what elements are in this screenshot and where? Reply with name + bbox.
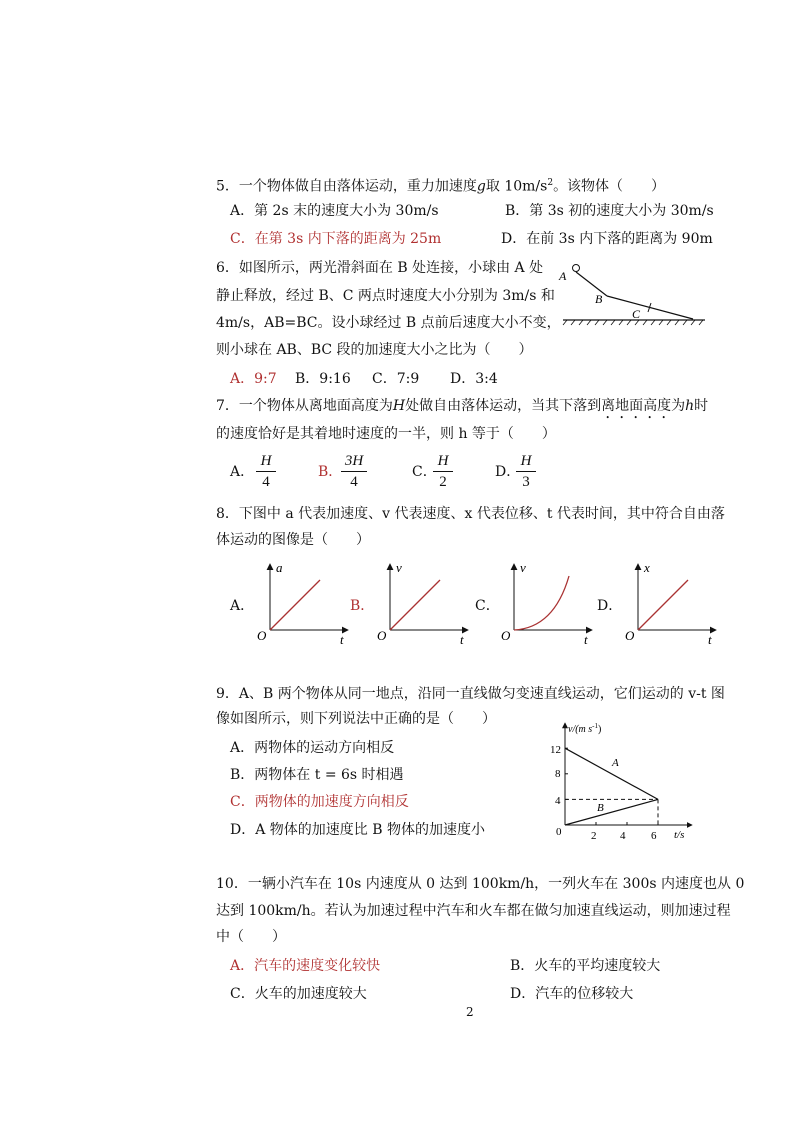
y-axis-label: v — [396, 560, 402, 575]
q7-line-2: 的速度恰好是其着地时速度的一半，则 h 等于（ ） — [216, 426, 556, 442]
q7-option-b-fraction: 3H 4 — [341, 452, 367, 491]
q10-option-b: B．火车的平均速度较大 — [510, 958, 661, 974]
q10-option-c: C．火车的加速度较大 — [230, 986, 367, 1002]
origin-label: O — [377, 628, 387, 643]
incline-ab — [576, 272, 607, 296]
q8-graph-c — [499, 560, 599, 645]
x-axis-label: t — [460, 632, 464, 647]
line-a-label: A — [612, 757, 619, 769]
graph-line — [390, 580, 440, 630]
q10-line-1: 10．一辆小汽车在 10s 内速度从 0 达到 100km/h，一列火车在 300s 内速度也从 0 — [216, 876, 745, 892]
q6-option-b: B．9:16 — [295, 371, 351, 387]
x-axis-label: t/s — [674, 829, 685, 841]
q7-option-c-label: C． — [412, 464, 437, 480]
q9-option-d: D．A 物体的加速度比 B 物体的加速度小 — [230, 822, 485, 838]
q8-graph-b — [375, 560, 475, 645]
q7-option-a-label: A． — [230, 464, 255, 480]
q5-option-d: D．在前 3s 内下落的距离为 90m — [501, 231, 713, 247]
q9-option-c-answer: C．两物体的加速度方向相反 — [230, 794, 409, 810]
q9-line-2: 像如图所示，则下列说法中正确的是（ ） — [216, 711, 496, 727]
x-axis-label: t — [584, 632, 588, 647]
q10-line-3: 中（ ） — [216, 929, 286, 945]
q8-graph-a — [255, 560, 355, 645]
q8-option-d-label: D． — [597, 598, 623, 614]
graph-line — [638, 580, 688, 630]
q9-option-b: B．两物体在 t = 6s 时相遇 — [230, 767, 404, 783]
q8-option-c-label: C． — [475, 598, 500, 614]
q6-option-c: C．7:9 — [372, 371, 420, 387]
q6-line-4: 则小球在 AB、BC 段的加速度大小之比为（ ） — [216, 342, 533, 358]
x-axis-label: t — [708, 632, 712, 647]
q8-graph-d — [623, 560, 723, 645]
x-tick-label-2: 2 — [591, 830, 597, 842]
origin-label: O — [501, 628, 511, 643]
y-axis-label: v/(m $s^{-1}$) — [568, 722, 602, 735]
q6-line-1: 6．如图所示，两光滑斜面在 B 处连接，小球由 A 处 — [216, 260, 544, 276]
q6-line-2: 静止释放，经过 B、C 两点时速度大小分别为 3m/s 和 — [216, 288, 555, 304]
q7-option-c-fraction: H 2 — [433, 452, 453, 491]
label-b: B — [595, 292, 603, 306]
origin-label: O — [625, 628, 635, 643]
q8-line-2: 体运动的图像是（ ） — [216, 532, 370, 548]
label-a: A — [559, 269, 567, 283]
q9-vt-chart — [540, 718, 700, 848]
page-number: 2 — [466, 1005, 474, 1019]
line-b-label: B — [597, 802, 604, 814]
y-axis-label: v — [520, 560, 526, 575]
x-tick-label-4: 4 — [620, 830, 626, 842]
origin-label: O — [257, 628, 267, 643]
q7-option-b-label-answer: B． — [318, 464, 343, 480]
q7-line-1: 7．一个物体从离地面高度为H处做自由落体运动，当其下落到离地面高度为h时 — [216, 398, 709, 414]
q5-stem: 5．一个物体做自由落体运动，重力加速度g取 $10m/s^2$。该物体（ ） — [216, 178, 666, 195]
y-tick-label-4: 4 — [555, 795, 561, 807]
y-axis-label: x — [644, 560, 650, 575]
q5-option-a: A．第 2s 末的速度大小为 30m/s — [230, 203, 439, 219]
q7-option-d-fraction: H 3 — [516, 452, 536, 491]
q7-option-d-label: D． — [495, 464, 521, 480]
y-tick-label-12: 12 — [550, 744, 561, 756]
q10-option-d: D．汽车的位移较大 — [510, 986, 634, 1002]
q9-line-1: 9．A、B 两个物体从同一地点，沿同一直线做匀变速直线运动，它们运动的 v-t 图 — [216, 686, 725, 702]
q8-line-1: 8．下图中 a 代表加速度、v 代表速度、x 代表位移、t 代表时间，其中符合自由落 — [216, 506, 725, 522]
graph-line — [270, 580, 320, 630]
q9-option-a: A．两物体的运动方向相反 — [230, 740, 395, 756]
series-line-b — [565, 799, 658, 825]
x-axis-label: t — [340, 632, 344, 647]
y-tick-label-8: 8 — [555, 768, 561, 780]
q5-option-c-answer: C．在第 3s 内下落的距离为 25m — [230, 231, 442, 247]
y-axis-label: a — [276, 560, 283, 575]
q10-line-2: 达到 100km/h。若认为加速过程中汽车和火车都在做匀加速直线运动，则加速过程 — [216, 903, 731, 919]
q8-option-a-label: A． — [230, 598, 255, 614]
graph-curve — [514, 576, 569, 630]
q6-option-a-answer: A．9:7 — [230, 371, 277, 387]
q6-incline-figure — [555, 258, 715, 333]
emphasis-dotted: 离地面高度 — [601, 398, 672, 414]
q5-option-b: B．第 3s 初的速度大小为 30m/s — [505, 203, 714, 219]
q7-option-a-fraction: H 4 — [256, 452, 276, 491]
q8-option-b-label-answer: B． — [350, 598, 375, 614]
q10-option-a-answer: A．汽车的速度变化较快 — [230, 958, 381, 974]
origin-label: 0 — [556, 826, 562, 838]
q6-line-3: 4m/s，AB=BC。设小球经过 B 点前后速度大小不变， — [216, 315, 561, 331]
x-tick-label-6: 6 — [651, 830, 657, 842]
series-line-a — [565, 748, 658, 799]
label-c: C — [632, 307, 641, 321]
ball-a — [573, 265, 580, 272]
q6-option-d: D．3:4 — [450, 371, 498, 387]
